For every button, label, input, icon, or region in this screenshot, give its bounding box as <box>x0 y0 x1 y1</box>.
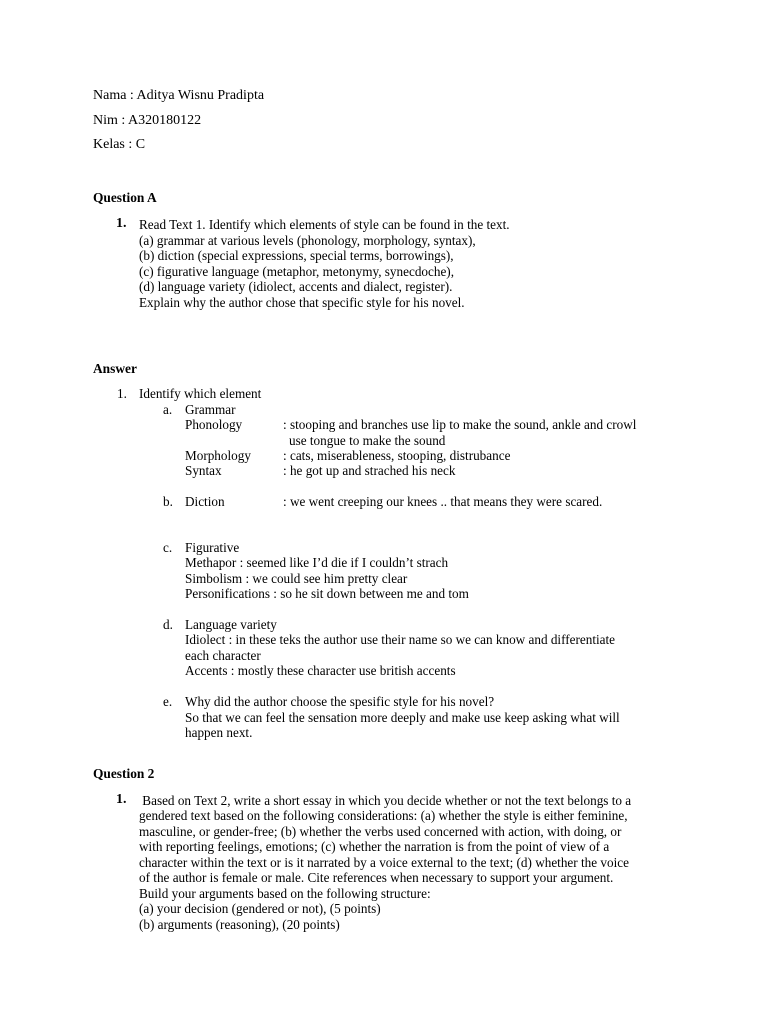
answer-heading: Answer <box>93 361 137 376</box>
diction-desc: : we went creeping our knees .. that means they were scared. <box>283 494 603 509</box>
figurative-line: Simbolism : we could see him pretty clear <box>185 571 408 586</box>
language-variety-line: Idiolect : in these teks the author use their name so we can know and differentiate <box>185 632 616 647</box>
question-2-line: (b) arguments (reasoning), (20 points) <box>139 917 340 932</box>
student-class: Kelas : C <box>93 137 146 152</box>
question-a-line: (d) language variety (idiolect, accents and dialect, register). <box>139 279 453 294</box>
question-2-line: Build your arguments based on the following structure: <box>139 886 431 901</box>
question-2-line: of the author is female or male. Cite references when necessary to support your argument. <box>139 870 614 885</box>
student-nim: Nim : A320180122 <box>93 113 202 128</box>
question-a-heading: Question A <box>93 190 157 205</box>
answer-item-text: Identify which element <box>139 386 262 401</box>
list-marker-e: e. <box>163 694 173 709</box>
question-a-line: (c) figurative language (metaphor, metonymy, synecdoche), <box>139 264 454 279</box>
question-2-line: gendered text based on the following considerations: (a) whether the style is either feminine, <box>139 808 628 823</box>
diction-term: Diction <box>185 494 225 509</box>
question-a-line: Explain why the author chose that specific style for his novel. <box>139 295 465 310</box>
question-2-line: masculine, or gender-free; (b) whether the verbs used concerned with action, with doing, or <box>139 824 622 839</box>
figurative-line: Personifications : so he sit down between me and tom <box>185 586 469 601</box>
list-marker-a: a. <box>163 402 173 417</box>
question-2-heading: Question 2 <box>93 766 155 781</box>
grammar-label: Grammar <box>185 402 236 417</box>
phonology-desc: : stooping and branches use lip to make the sound, ankle and crowl <box>283 417 637 432</box>
language-variety-line: Accents : mostly these character use british accents <box>185 663 456 678</box>
list-marker-d: d. <box>163 617 173 632</box>
question-a-number: 1. <box>116 216 127 231</box>
syntax-term: Syntax <box>185 463 222 478</box>
language-variety-line: each character <box>185 648 261 663</box>
question-2-number: 1. <box>116 792 127 807</box>
figurative-label: Figurative <box>185 540 240 555</box>
author-style-line: Why did the author choose the spesific style for his novel? <box>185 694 495 709</box>
question-a-line: (a) grammar at various levels (phonology, morphology, syntax), <box>139 233 476 248</box>
question-2-line: character within the text or is it narrated by a voice external to the text; (d) whether the voice <box>139 855 629 870</box>
syntax-desc: : he got up and strached his neck <box>283 463 456 478</box>
question-2-line: (a) your decision (gendered or not), (5 points) <box>139 901 381 916</box>
phonology-desc-cont: use tongue to make the sound <box>289 433 446 448</box>
list-marker-b: b. <box>163 494 173 509</box>
question-a-line: (b) diction (special expressions, special terms, borrowings), <box>139 248 454 263</box>
morphology-term: Morphology <box>185 448 251 463</box>
phonology-term: Phonology <box>185 417 243 432</box>
morphology-desc: : cats, miserableness, stooping, distrubance <box>283 448 511 463</box>
language-variety-label: Language variety <box>185 617 277 632</box>
student-name: Nama : Aditya Wisnu Pradipta <box>93 88 265 103</box>
question-2-line: Based on Text 2, write a short essay in which you decide whether or not the text belongs to a <box>139 793 632 808</box>
question-2-line: with reporting feelings, emotions; (c) whether the narration is from the point of view of a <box>139 839 610 854</box>
answer-item-number: 1. <box>117 386 127 401</box>
list-marker-c: c. <box>163 540 173 555</box>
figurative-line: Methapor : seemed like I’d die if I couldn’t strach <box>185 555 449 570</box>
author-style-line: So that we can feel the sensation more deeply and make use keep asking what will <box>185 710 620 725</box>
question-a-line: Read Text 1. Identify which elements of style can be found in the text. <box>139 217 510 232</box>
author-style-line: happen next. <box>185 725 253 740</box>
